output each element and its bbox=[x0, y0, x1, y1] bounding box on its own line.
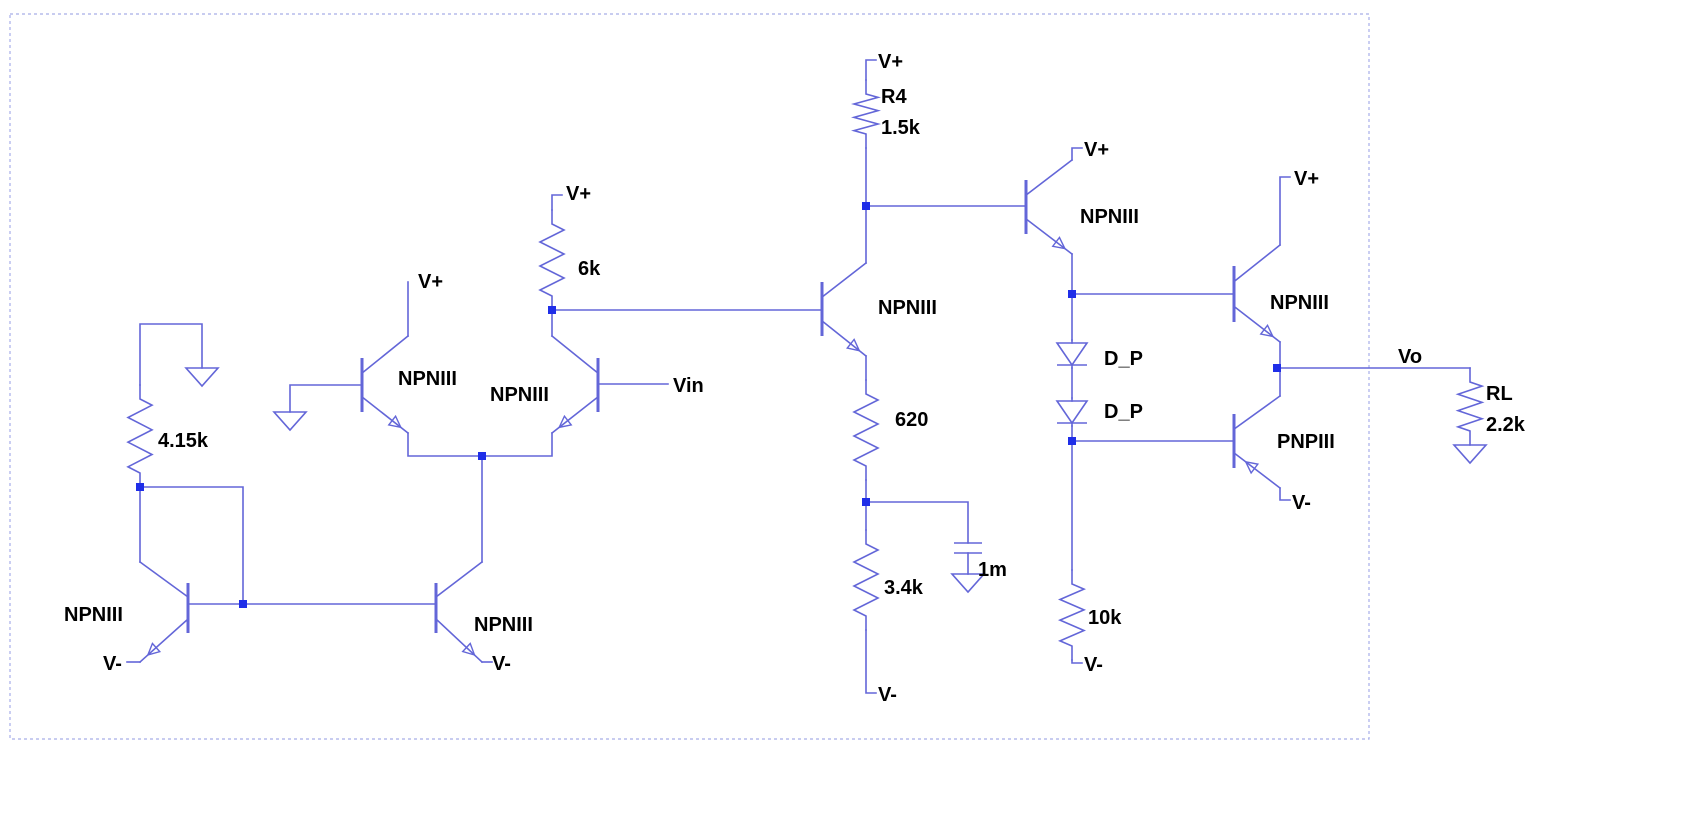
transistor-buffer bbox=[1026, 160, 1072, 254]
transistor-mirror-out bbox=[436, 562, 482, 662]
resistor-4-15k-label: 4.15k bbox=[158, 430, 209, 452]
wire bbox=[1280, 177, 1290, 245]
resistor-4-15k bbox=[128, 385, 152, 487]
diode-triangle bbox=[1057, 401, 1087, 423]
vin-label: Vin bbox=[673, 375, 704, 397]
vplus-label: V+ bbox=[418, 271, 444, 293]
rl-value-label: 2.2k bbox=[1486, 414, 1525, 436]
collector-lead bbox=[552, 336, 598, 373]
wire bbox=[1280, 488, 1290, 500]
transistor-label: NPNIII bbox=[1270, 292, 1329, 314]
diode-2 bbox=[1057, 398, 1087, 426]
vminus-label: V- bbox=[1292, 492, 1311, 514]
transistor-label: PNPIII bbox=[1277, 431, 1335, 453]
collector-lead bbox=[436, 562, 482, 597]
wire bbox=[866, 60, 876, 80]
transistor-label: NPNIII bbox=[878, 297, 937, 319]
transistor-gain bbox=[822, 263, 866, 356]
vminus-label: V- bbox=[1084, 654, 1103, 676]
labels bbox=[64, 51, 1526, 706]
components bbox=[128, 80, 1486, 662]
resistor-body bbox=[128, 385, 152, 487]
vplus-label: V+ bbox=[878, 51, 904, 73]
wire bbox=[1072, 148, 1082, 160]
r4-value-label: 1.5k bbox=[881, 117, 920, 139]
collector-lead bbox=[1234, 245, 1280, 282]
ground-triangle bbox=[186, 368, 218, 386]
ground-symbol bbox=[186, 368, 218, 386]
vplus-label: V+ bbox=[1294, 168, 1320, 190]
junction-dot bbox=[548, 306, 556, 314]
collector-lead bbox=[1026, 160, 1072, 195]
wire bbox=[552, 195, 562, 210]
resistor-body bbox=[854, 80, 878, 148]
resistor-body bbox=[854, 530, 878, 630]
transistor-label: NPNIII bbox=[474, 614, 533, 636]
wire bbox=[866, 502, 968, 543]
transistor-label: NPNIII bbox=[490, 384, 549, 406]
junction-dot bbox=[478, 452, 486, 460]
resistor-body bbox=[854, 380, 878, 480]
diode-1 bbox=[1057, 340, 1087, 368]
ground-triangle bbox=[1454, 445, 1486, 463]
resistor-3-4k-label: 3.4k bbox=[884, 577, 923, 599]
transistor-out-low bbox=[1234, 396, 1280, 488]
vminus-label: V- bbox=[492, 653, 511, 675]
resistor-rl bbox=[1458, 368, 1482, 445]
rl-name-label: RL bbox=[1486, 383, 1513, 405]
resistor-6k-label: 6k bbox=[578, 258, 601, 280]
transistor-label: NPNIII bbox=[64, 604, 123, 626]
collector-lead bbox=[822, 263, 866, 297]
junction-dot bbox=[136, 483, 144, 491]
junction-dot bbox=[862, 498, 870, 506]
junction-dot bbox=[1273, 364, 1281, 372]
resistor-10k bbox=[1060, 570, 1084, 660]
junction-dot bbox=[1068, 290, 1076, 298]
junction-dot bbox=[1068, 437, 1076, 445]
junction-dot bbox=[862, 202, 870, 210]
capacitor-1m bbox=[954, 543, 982, 553]
junction-dot bbox=[239, 600, 247, 608]
collector-lead bbox=[1234, 396, 1280, 429]
resistor-620 bbox=[854, 380, 878, 480]
wire bbox=[140, 487, 243, 604]
diode-label: D_P bbox=[1104, 348, 1143, 370]
wire bbox=[866, 630, 876, 693]
resistor-body bbox=[1458, 368, 1482, 445]
ground-triangle bbox=[274, 412, 306, 430]
transistor-diff-right bbox=[552, 336, 598, 433]
resistor-3-4k bbox=[854, 530, 878, 630]
ground-symbol bbox=[1454, 445, 1486, 463]
resistor-620-label: 620 bbox=[895, 409, 929, 431]
resistor-body bbox=[1060, 570, 1084, 660]
vplus-label: V+ bbox=[566, 183, 592, 205]
wire bbox=[1072, 660, 1082, 663]
diode-triangle bbox=[1057, 343, 1087, 365]
emitter-lead bbox=[1234, 453, 1280, 488]
vminus-label: V- bbox=[103, 653, 122, 675]
transistor-label: NPNIII bbox=[398, 368, 457, 390]
resistor-body bbox=[540, 210, 564, 310]
r4-name-label: R4 bbox=[881, 86, 907, 108]
collector-lead bbox=[140, 562, 188, 597]
transistor-mirror-ref bbox=[140, 562, 188, 662]
resistor-6k bbox=[540, 210, 564, 310]
resistor-r4 bbox=[854, 80, 878, 148]
transistor-label: NPNIII bbox=[1080, 206, 1139, 228]
resistor-10k-label: 10k bbox=[1088, 607, 1122, 629]
vplus-label: V+ bbox=[1084, 139, 1110, 161]
vminus-label: V- bbox=[878, 684, 897, 706]
ground-symbol bbox=[274, 412, 306, 430]
diode-label: D_P bbox=[1104, 401, 1143, 423]
wires bbox=[127, 60, 1470, 693]
vo-label: Vo bbox=[1398, 346, 1423, 368]
wire bbox=[290, 385, 362, 412]
capacitor-1m-label: 1m bbox=[978, 559, 1007, 581]
